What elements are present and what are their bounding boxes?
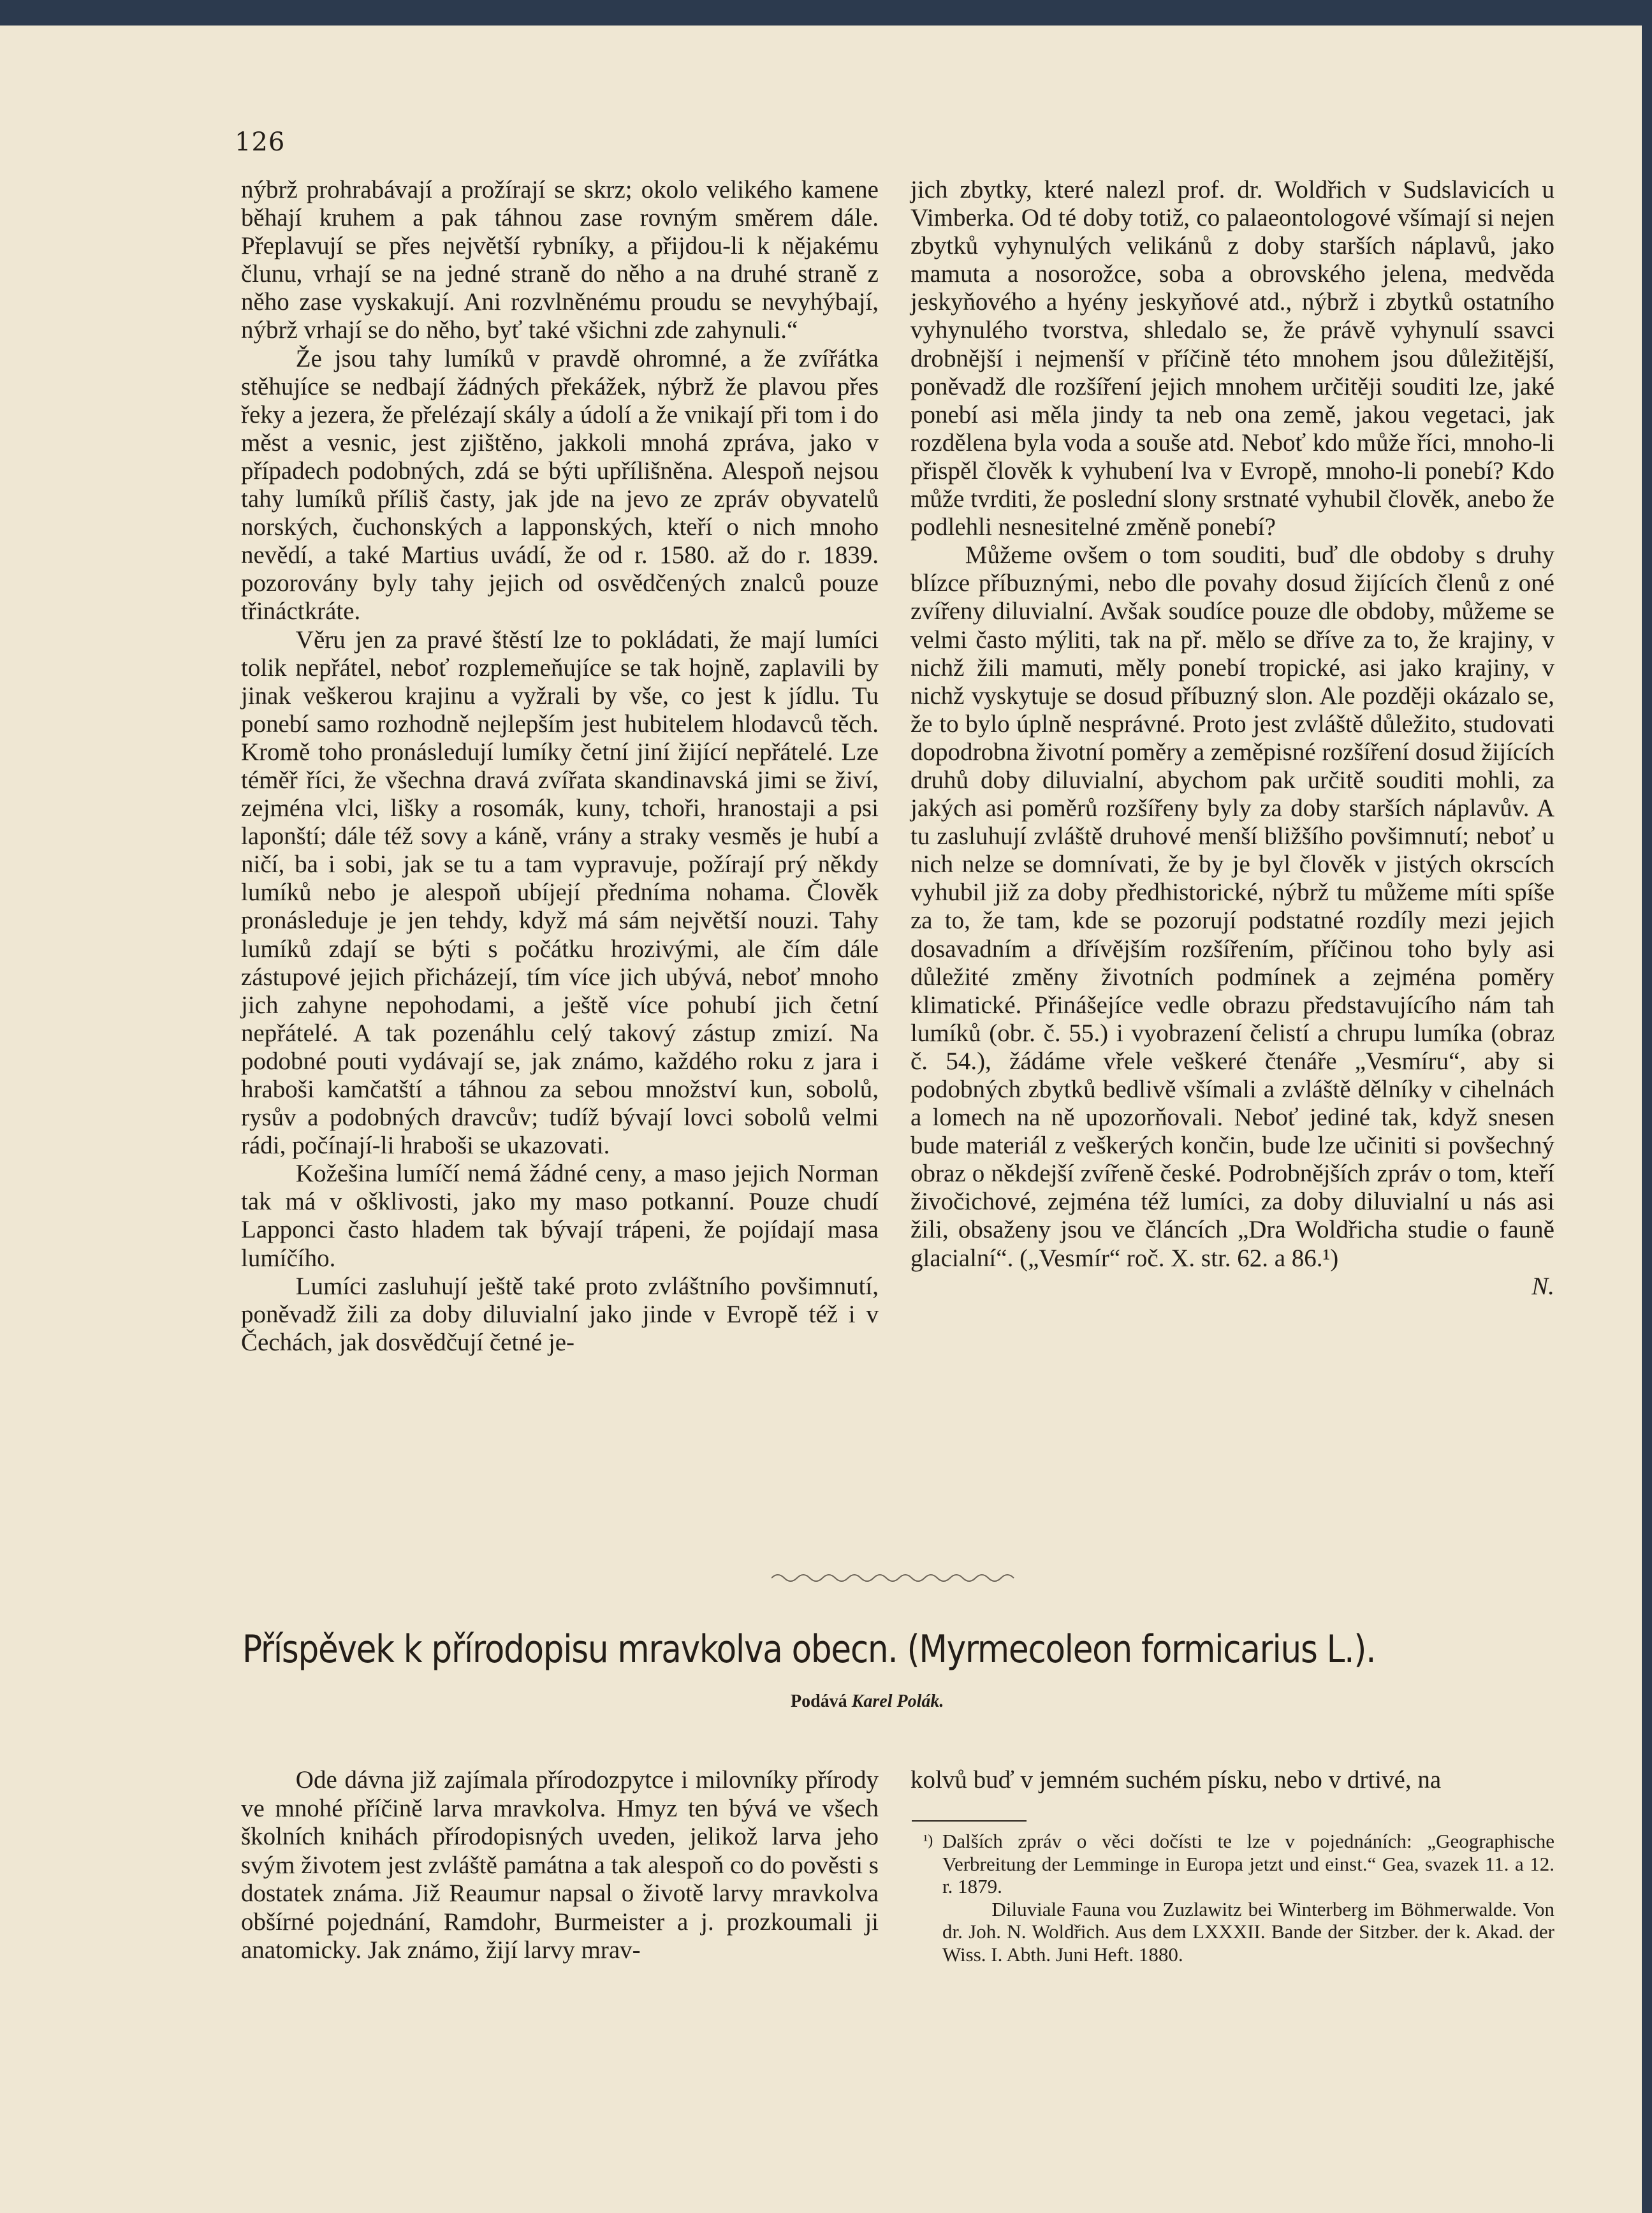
footnote-mark: ¹) bbox=[923, 1832, 933, 1849]
footnote-text: Diluviale Fauna vou Zuzlawitz bei Winterberg im Böhmerwalde. Von dr. Joh. N. Woldřich. Aus dem LXXXII. Bande der Sitzber. der k. Akad. der Wiss. I. Abth. Juni Heft. 1880. bbox=[942, 1897, 1554, 1966]
page-number: 126 bbox=[235, 128, 286, 157]
footnote-rule bbox=[912, 1820, 1027, 1822]
paragraph: nýbrž prohrabávají a prožírají se skrz; okolo velikého kamene běhají kruhem a pak táhnou zase rovným směrem dále. Přeplavují se přes největší rybníky, a přijdou-li k nějakému člunu, vrhají se na jedné straně do něho a na druhé straně z něho zase vyskakují. Ani rozvlněnému proudu se nevyhýbají, nýbrž vrhají se do něho, byť také všichni zde zahynuli.“ bbox=[241, 176, 879, 344]
paragraph: Můžeme ovšem o tom souditi, buď dle obdoby s druhy blízce příbuznými, nebo dle povahy dosud žijících členů z oné zvířeny diluvialní. Avšak soudíce pouze dle obdoby, můžeme se velmi často mýliti, tak na př. mělo se dříve za to, že krajiny, v nichž žili mamuti, měly ponebí tropické, asi jako krajiny, v nichž vyskytuje se dosud příbuzný slon. Ale později okázalo se, že to bylo úplně nesprávné. Proto jest zvláště důležito, studovati dopodrobna životní poměry a zeměpisné rozšíření dosud žijících druhů doby diluvialní, abychom pak určitě souditi mohli, za jakých asi poměrů rozšířeny byly za doby starších náplavův. A tu zasluhují zvláště druhové menší bližšího povšimnutí; neboť u nich nelze se domnívati, že by je byl člověk v jistých okrscích vyhubil již za doby předhistorické, nýbrž tu můžeme míti spíše za to, že tam, kde se pozorují podstatné rozdíly mezi jejich dosavadním a dřívějším rozšířením, příčinou toho byly asi důležité změny životních podmínek a zejména poměry klimatické. Přinášejíce vedle obrazu představujícího nám tah lumíků (obr. č. 55.) i vyobrazení čelistí a chrupu lumíka (obraz č. 54.), žádáme vřele veškeré čtenáře „Vesmíru“, aby si podobných zbytků bedlivě všímali a zvláště dělníky v cihelnách a lomech na ně upozorňovali. Neboť jediné tak, když snesen bude materiál z veškerých končin, bude lze učiniti si povšechný obraz o někdejší zvířeně české. Podrobnějších zpráv o tom, kteří živočichové, zejména též lumíci, za doby diluvialní u nás asi žili, obsaženy jsou ve článcích „Dra Woldřicha studie o fauně glacialní“. („Vesmír“ roč. X. str. 62. a 86.¹) bbox=[910, 541, 1554, 1272]
article-continuation: kolvů buď v jemném suchém písku, nebo v drtivé, na bbox=[910, 1766, 1442, 1793]
wave-ornament bbox=[771, 1568, 1020, 1588]
byline-label: Podává bbox=[791, 1691, 847, 1711]
paragraph: jich zbytky, které nalezl prof. dr. Woldřich v Sudslavicích u Vimberka. Od té doby totiž, co palaeontologové všímají si nejen zbytků vyhynulých velikánů z doby starších náplavů, jako mamuta a nosorožce, soba a obrovského jelena, medvěda jeskyňového a hyény jeskyňové atd., nýbrž i zbytků ostatního vyhynulého tvorstva, shledalo se, že právě vyhynulí ssavci drobnější i nejmenší v příčině této mnohem jsou důležitější, poněvadž dle rozšíření jejich mnohem určitěji souditi lze, jaké ponebí asi měla jindy ta neb ona země, jakou vegetaci, jak rozdělena byla voda a souše atd. Neboť kdo může říci, mnoho-li přispěl člověk k vyhubení lva v Evropě, mnoho-li ponebí? Kdo může tvrditi, že poslední slony srstnaté vyhubil člověk, anebo že podlehli nesnesitelné změně ponebí? bbox=[910, 176, 1554, 541]
article-title: Příspěvek k přírodopisu mravkolva obecn. (Myrmecoleon formicarius L.). bbox=[242, 1627, 1376, 1672]
paragraph: Věru jen za pravé štěstí lze to pokládati, že mají lumíci tolik nepřátel, neboť rozplemeňujíce se tak hojně, zaplavili by jinak veškerou krajinu a vyžrali by vše, co jest k jídlu. Tu ponebí samo rozhodně nejlepším jest hubitelem hlodavců těch. Kromě toho pronásledují lumíky četní jiní žijící nepřátelé. Lze téměř říci, že všechna dravá zvířata skandinavská jimi se živí, zejména vlci, lišky a rosomák, kuny, tchoři, hranostaji a psi laponští; dále též sovy a káně, vrány a straky vesměs je hubí a ničí, ba i sobi, jak se tu a tam vypravuje, požírají prý někdy lumíků nebo je alespoň ubíjejí předníma nohama. Člověk pronásleduje je jen tehdy, když má sám největší nouzi. Tahy lumíků zdají se býti s počátku hrozivými, ale čím dále zástupové jejich přicházejí, tím více jich ubývá, neboť mnoho jich zahyne nepohodami, a ještě více pohubí jich četní nepřátelé. A tak pozenáhlu celý takový zástup zmizí. Na podobné pouti vydávají se, jak známo, každého roku z jara i hraboši kamčatští a táhnou za sebou množství kun, sobolů, rysův a podobných dravcův; tudíž bývají lovci sobolů velmi rádi, počínají-li hraboši se ukazovati. bbox=[241, 625, 879, 1160]
byline bbox=[791, 1691, 944, 1712]
article-body bbox=[241, 1766, 879, 1965]
page bbox=[0, 26, 1642, 2213]
author: Karel Polák. bbox=[851, 1691, 944, 1711]
footnote-text: Dalších zpráv o věci dočísti te lze v pojednáních: „Geographische Verbreitung der Lemminge in Europa jetzt und einst.“ Gea, svazek 11. a 12. r. 1879. bbox=[942, 1830, 1554, 1897]
signature: N. bbox=[1531, 1272, 1554, 1300]
footnote bbox=[923, 1830, 1554, 1966]
paragraph: Lumíci zasluhují ještě také proto zvláštního povšimnutí, poněvadž žili za doby diluvialní jako jinde v Evropě též i v Čechách, jak dosvědčují četné je- bbox=[241, 1272, 879, 1356]
paragraph: Kožešina lumíčí nemá žádné ceny, a maso jejich Norman tak má v ošklivosti, jako my maso potkanní. Pouze chudí Lapponci často hladem tak bývají trápeni, že pojídají masa lumíčího. bbox=[241, 1160, 879, 1272]
right-column bbox=[910, 176, 1554, 1301]
paragraph: Že jsou tahy lumíků v pravdě ohromné, a že zvířátka stěhujíce se nedbají žádných překážek, nýbrž že plavou přes řeky a jezera, že přelézají skály a údolí a že vnikají při tom i do měst a vesnic, jest zjištěno, jakkoli mnohá zpráva, jako v případech podobných, zdá se býti upřílišněna. Alespoň nejsou tahy lumíků příliš časty, jak jde na jevo ze zpráv obyvatelů norských, čuchonských a lapponských, kteří o nich mnoho nevědí, a také Martius uvádí, že od r. 1580. až do r. 1839. pozorovány byly tahy jejich od osvědčených znalců pouze třináctkráte. bbox=[241, 344, 879, 625]
paragraph: Ode dávna již zajímala přírodozpytce i milovníky přírody ve mnohé příčině larva mravkolva. Hmyz ten bývá ve všech školních knihách přírodopisných uveden, jelikož larva jeho svým životem jest zvláště památna a tak alespoň co do pověsti s dostatek známa. Již Reaumur napsal o životě larvy mravkolva obšírné pojednání, Ramdohr, Burmeister a j. prozkoumali ji anatomicky. Jak známo, žijí larvy mrav- bbox=[241, 1766, 879, 1964]
left-column bbox=[241, 176, 879, 1357]
